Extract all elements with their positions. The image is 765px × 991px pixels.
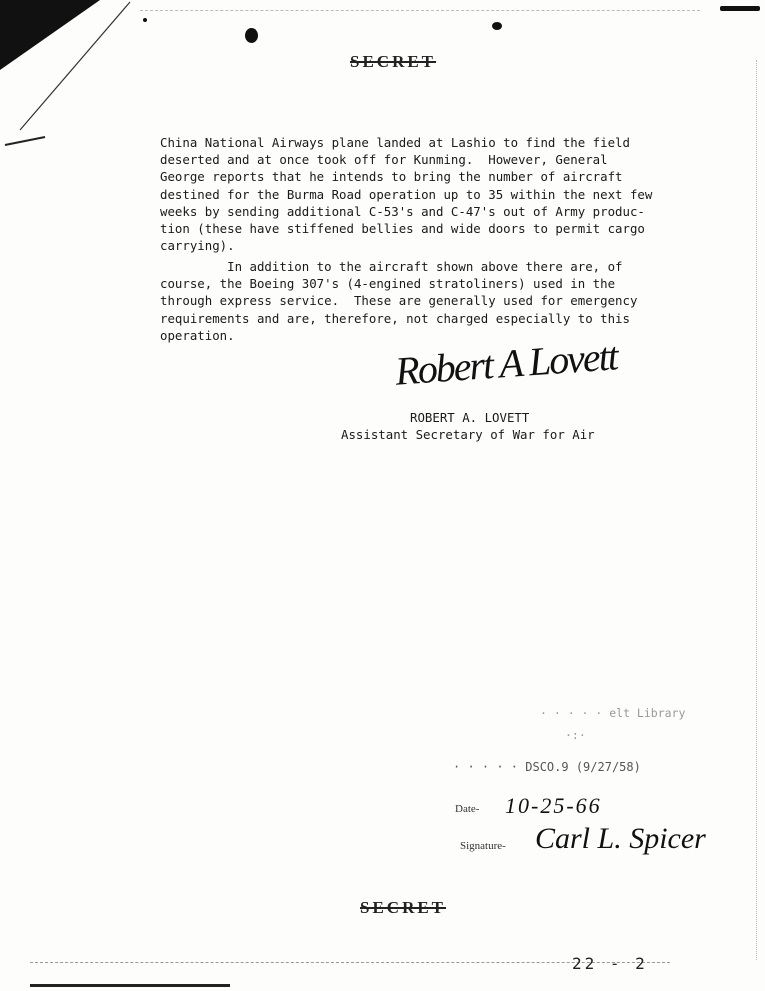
declassification-stamp: · · · · · DSCO.9 (9/27/58) <box>453 760 641 774</box>
signer-title: Assistant Secretary of War for Air <box>341 427 595 442</box>
ink-blot <box>720 6 760 11</box>
right-edge-dots <box>756 60 757 960</box>
top-edge-dots <box>140 10 700 11</box>
body-paragraph-2: In addition to the aircraft shown above there are, of course, the Boeing 307's (4-engined stratoliners) used in the through express service. These are generally used for emergency requirements and are, therefore, not charged especially to this operation. <box>160 259 638 343</box>
folded-corner-mark <box>0 0 140 150</box>
date-label: Date- <box>455 803 480 815</box>
bottom-edge-bar <box>30 984 230 987</box>
signature-label: Signature- <box>460 840 506 852</box>
handwritten-signature-lovett: Robert A Lovett <box>393 333 619 394</box>
secret-stamp-bottom: SECRET <box>360 898 447 917</box>
ink-blot <box>143 18 147 22</box>
secret-stamp-top: SECRET <box>350 52 437 71</box>
page-number: 22 - 2 <box>572 954 648 973</box>
ink-blot <box>245 28 258 43</box>
faint-mark: ·:· <box>565 728 586 742</box>
body-paragraph-1: China National Airways plane landed at Lashio to find the field deserted and at once took off for Kunming. However, General George reports that he intends to bring the number of aircraft destined for the Burma Road operation up to 35 within the next few weeks by sending additional C-53's and C-47's out of Army produc- tion (these have stiffened bellies and wide doors to permit cargo carrying). <box>160 135 653 254</box>
ink-blot <box>492 22 502 30</box>
date-value-handwritten: 10-25-66 <box>505 793 602 818</box>
faint-library-stamp: · · · · · elt Library <box>540 706 686 720</box>
signer-name: ROBERT A. LOVETT <box>410 410 530 425</box>
signature-value-handwritten: Carl L. Spicer <box>535 822 706 855</box>
